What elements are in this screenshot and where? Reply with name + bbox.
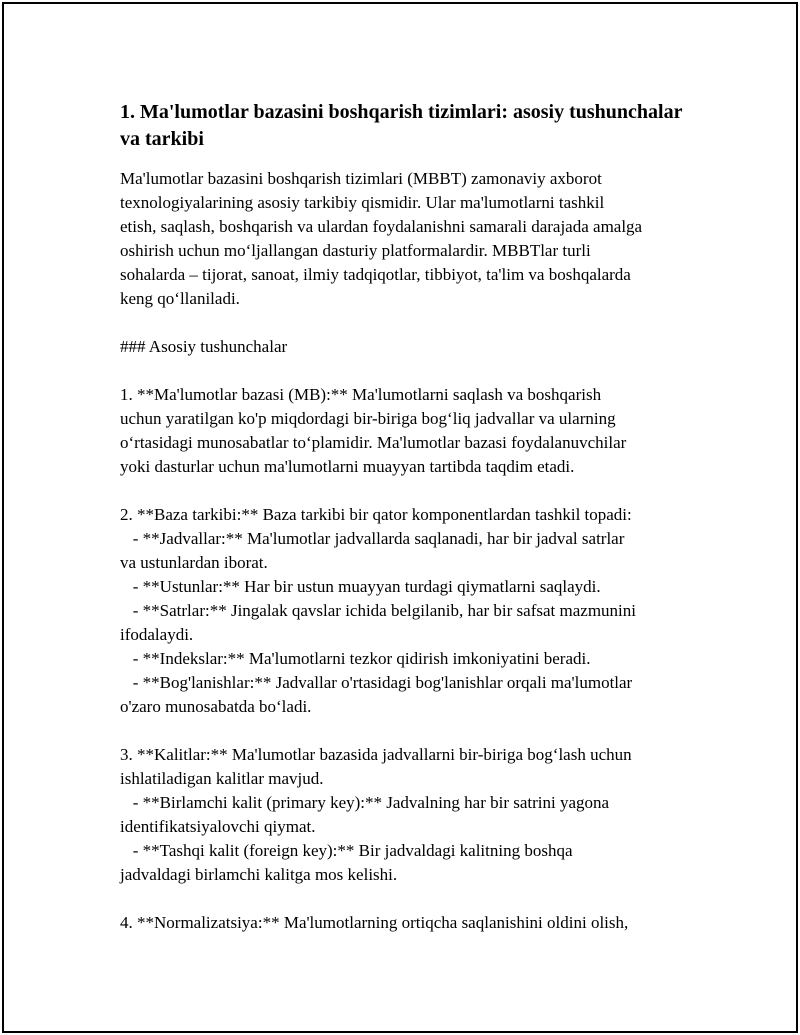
document-title: 1. Ma'lumotlar bazasini boshqarish tizimlari: asosiy tushunchalar va tarkibi (120, 101, 683, 150)
document-page (2, 2, 798, 1033)
document-content (120, 99, 700, 935)
document-body-text: Ma'lumotlar bazasini boshqarish tizimlari (MBBT) zamonaviy axborot texnologiyalarining asosiy tarkibiy qismidir. Ular ma'lumotlarni tashkil etish, saqlash, boshqarish va ulardan foydalanishni samarali darajada amalga oshirish uchun mo‘ljallangan dasturiy platformalardir. MBBTlar turli sohalarda – tijorat, sanoat, ilmiy tadqiqotlar, tibbiyot, ta'lim va boshqalarda keng qo‘llaniladi. ### Asosiy tushunchalar 1. **Ma'lumotlar bazasi (MB):** Ma'lumotlarni saqlash va boshqarish uchun yaratilgan ko'p miqdordagi bir-biriga bog‘liq jadvallar va ularning o‘rtasidagi munosabatlar to‘plamidir. Ma'lumotlar bazasi foydalanuvchilar yoki dasturlar uchun ma'lumotlarni muayyan tartibda taqdim etadi. 2. **Baza tarkibi:** Baza tarkibi bir qator komponentlardan tashkil topadi: - **Jadvallar:** Ma'lumotlar jadvallarda saqlanadi, har bir jadval satrlar va ustunlardan iborat. - **Ustunlar:** Har bir ustun muayyan turdagi qiymatlarni saqlaydi. - **Satrlar:** Jingalak qavslar ichida belgilanib, har bir safsat mazmunini ifodalaydi. - **Indekslar:** Ma'lumotlarni tezkor qidirish imkoniyatini beradi. - **Bog'lanishlar:** Jadvallar o'rtasidagi bog'lanishlar orqali ma'lumotlar o'zaro munosabatda bo‘ladi. 3. **Kalitlar:** Ma'lumotlar bazasida jadvallarni bir-biriga bog‘lash uchun ishlatiladigan kalitlar mavjud. - **Birlamchi kalit (primary key):** Jadvalning har bir satrini yagona identifikatsiyalovchi qiymat. - **Tashqi kalit (foreign key):** Bir jadvaldagi kalitning boshqa jadvaldagi birlamchi kalitga mos kelishi. 4. **Normalizatsiya:** Ma'lumotlarning ortiqcha saqlanishini oldini olish, (120, 169, 643, 932)
